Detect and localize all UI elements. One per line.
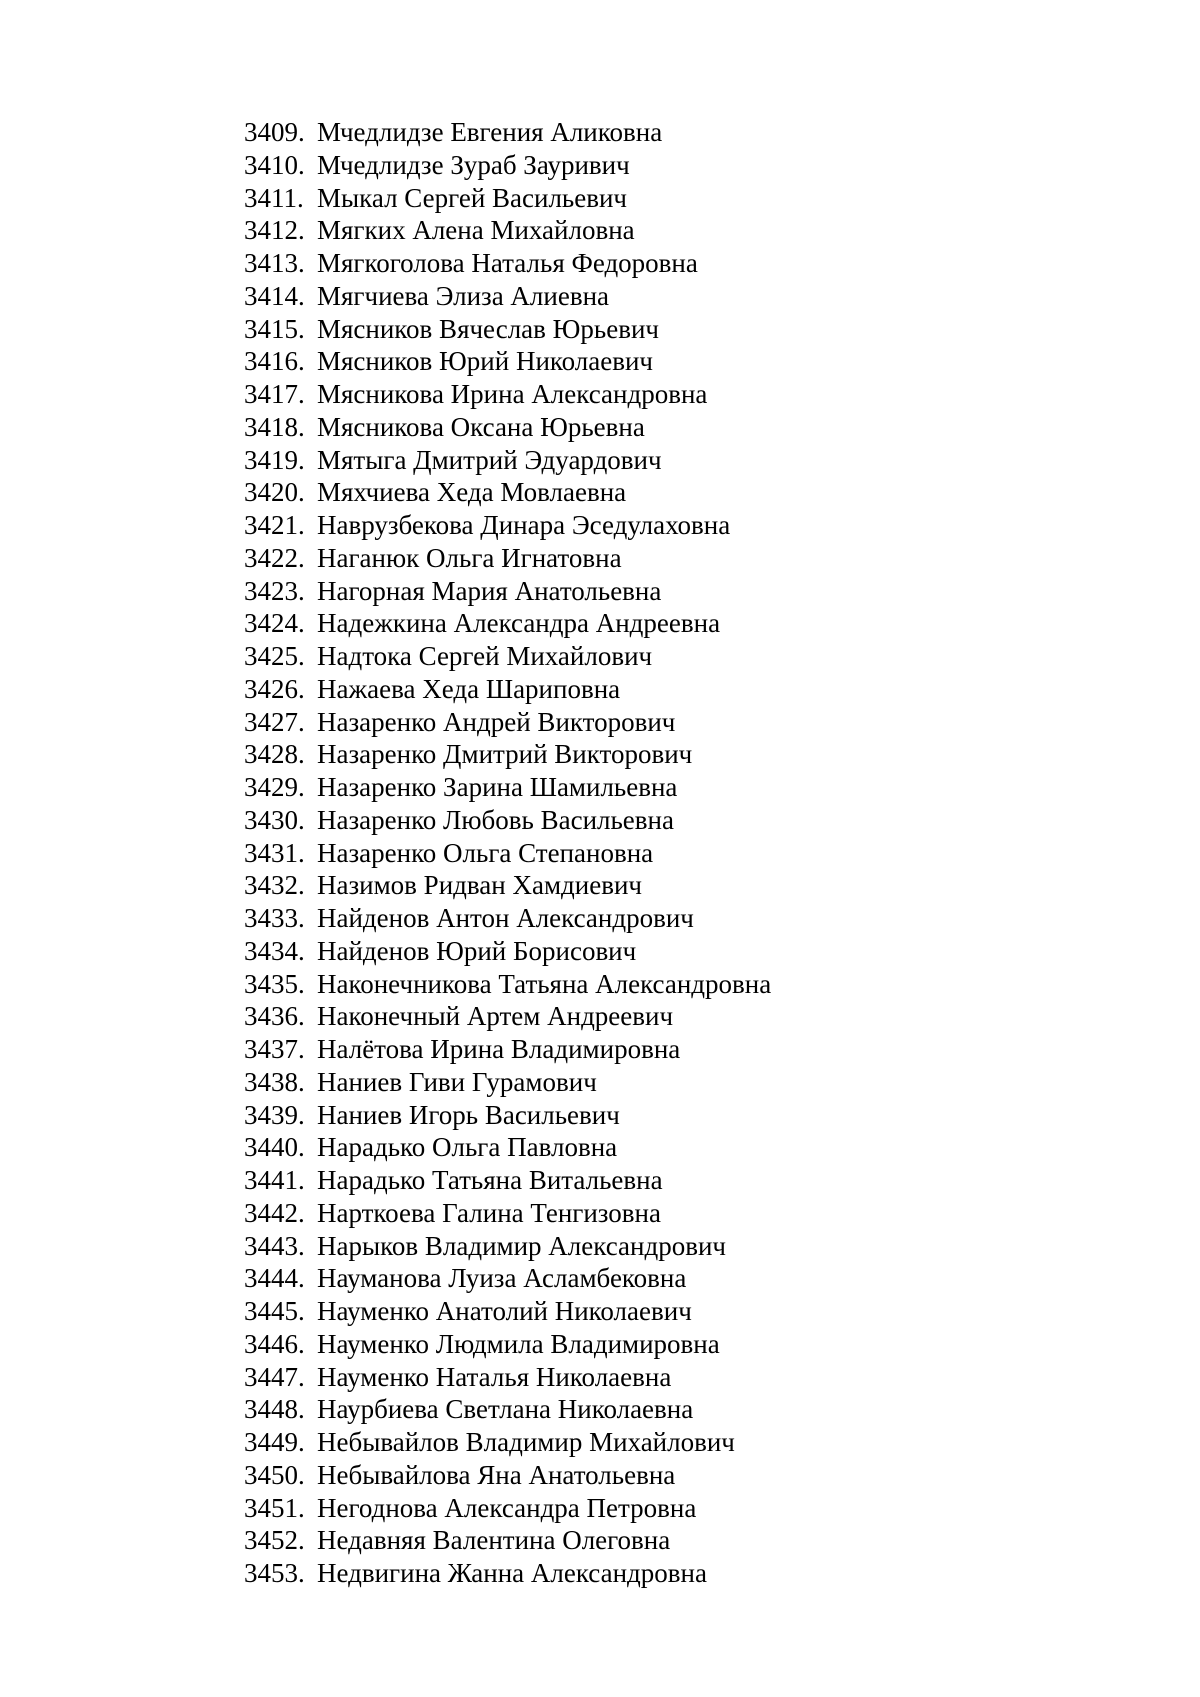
entry-full-name: Найденов Юрий Борисович: [317, 935, 637, 966]
entry-number: 3422.: [244, 542, 305, 573]
entry-full-name: Наконечный Артем Андреевич: [317, 1001, 674, 1032]
entry-number: 3438.: [244, 1066, 305, 1097]
entry-number: 3446.: [244, 1328, 305, 1359]
list-item: [244, 673, 771, 706]
entry-number: 3449.: [244, 1427, 305, 1457]
entry-full-name: Найденов Антон Александрович: [317, 903, 694, 933]
entry-number: 3435.: [244, 968, 305, 999]
entry-number: 3427.: [244, 706, 305, 737]
list-item: [244, 1164, 771, 1197]
list-item: [244, 509, 771, 542]
entry-full-name: Науменко Анатолий Николаевич: [317, 1296, 692, 1326]
entry-full-name: Нажаева Хеда Шариповна: [317, 673, 621, 704]
entry-full-name: Мятыга Дмитрий Эдуардович: [317, 444, 662, 475]
entry-number: 3423.: [244, 575, 305, 606]
list-item: [244, 869, 771, 902]
entry-full-name: Нарткоева Галина Тенгизовна: [317, 1197, 661, 1228]
entry-number: 3450.: [244, 1459, 305, 1490]
entry-full-name: Мчедлидзе Евгения Аликовна: [317, 117, 663, 147]
entry-full-name: Наганюк Ольга Игнатовна: [317, 542, 622, 573]
entry-number: 3432.: [244, 870, 305, 901]
entry-number: 3417.: [244, 379, 305, 409]
entry-full-name: Науменко Людмила Владимировна: [317, 1328, 720, 1359]
list-item: [244, 444, 771, 477]
entry-full-name: Мягкоголова Наталья Федоровна: [317, 248, 698, 278]
entry-number: 3430.: [244, 804, 305, 835]
entry-number: 3452.: [244, 1525, 305, 1556]
entry-full-name: Мягчиева Элиза Алиевна: [317, 280, 610, 311]
list-item: [244, 640, 771, 673]
entry-number: 3436.: [244, 1001, 305, 1032]
entry-number: 3421.: [244, 510, 305, 540]
entry-full-name: Мясников Вячеслав Юрьевич: [317, 313, 659, 344]
list-item: [244, 1426, 771, 1459]
entry-full-name: Недавняя Валентина Олеговна: [317, 1525, 671, 1556]
list-item: [244, 1557, 771, 1590]
list-item: [244, 706, 771, 739]
list-item: [244, 476, 771, 509]
entry-number: 3414.: [244, 280, 305, 311]
entry-full-name: Недвигина Жанна Александровна: [317, 1558, 707, 1588]
list-item: [244, 411, 771, 444]
list-item: [244, 313, 771, 346]
entry-number: 3433.: [244, 903, 305, 933]
entry-number: 3451.: [244, 1492, 305, 1523]
list-item: [244, 1230, 771, 1263]
list-item: [244, 1033, 771, 1066]
list-item: [244, 1492, 771, 1525]
entry-number: 3409.: [244, 117, 305, 147]
entry-number: 3453.: [244, 1558, 305, 1588]
list-item: [244, 1361, 771, 1394]
entry-full-name: Налётова Ирина Владимировна: [317, 1034, 681, 1064]
entry-number: 3411.: [244, 182, 304, 213]
list-item: [244, 149, 771, 182]
entry-full-name: Негоднова Александра Петровна: [317, 1492, 697, 1523]
entry-full-name: Назаренко Андрей Викторович: [317, 706, 676, 737]
entry-full-name: Мыкал Сергей Васильевич: [317, 182, 627, 213]
list-item: [244, 1328, 771, 1361]
list-item: [244, 771, 771, 804]
entry-number: 3412.: [244, 215, 305, 246]
list-item: [244, 738, 771, 771]
list-item: [244, 607, 771, 640]
entry-full-name: Назимов Ридван Хамдиевич: [317, 870, 642, 901]
entry-full-name: Мяхчиева Хеда Мовлаевна: [317, 477, 627, 508]
list-item: [244, 214, 771, 247]
entry-full-name: Науманова Луиза Асламбековна: [317, 1263, 687, 1294]
entry-number: 3443.: [244, 1230, 305, 1261]
entry-number: 3445.: [244, 1296, 305, 1326]
list-item: [244, 575, 771, 608]
entry-full-name: Нарыков Владимир Александрович: [317, 1230, 726, 1261]
entry-full-name: Мясникова Оксана Юрьевна: [317, 411, 645, 442]
entry-full-name: Небывайлова Яна Анатольевна: [317, 1459, 676, 1490]
list-item: [244, 182, 771, 215]
entry-full-name: Мясников Юрий Николаевич: [317, 346, 654, 377]
list-item: [244, 1197, 771, 1230]
list-item: [244, 1524, 771, 1557]
list-item: [244, 1131, 771, 1164]
entry-full-name: Наконечникова Татьяна Александровна: [317, 968, 772, 999]
entry-number: 3416.: [244, 346, 305, 377]
entry-number: 3440.: [244, 1132, 305, 1163]
entry-number: 3413.: [244, 248, 305, 278]
entry-number: 3447.: [244, 1361, 305, 1392]
list-item: [244, 542, 771, 575]
entry-full-name: Назаренко Зарина Шамильевна: [317, 772, 678, 802]
entry-full-name: Назаренко Ольга Степановна: [317, 837, 654, 868]
entry-number: 3420.: [244, 477, 305, 508]
entry-full-name: Нарадько Ольга Павловна: [317, 1132, 618, 1163]
list-item: [244, 1000, 771, 1033]
entry-full-name: Надтока Сергей Михайлович: [317, 641, 653, 671]
entry-full-name: Небывайлов Владимир Михайлович: [317, 1427, 735, 1457]
entry-number: 3439.: [244, 1099, 305, 1130]
entry-number: 3431.: [244, 837, 305, 868]
list-item: [244, 1393, 771, 1426]
entry-full-name: Наниев Гиви Гурамович: [317, 1066, 597, 1097]
entry-number: 3410.: [244, 149, 305, 180]
name-list: [244, 116, 771, 1590]
list-item: [244, 345, 771, 378]
entry-full-name: Назаренко Дмитрий Викторович: [317, 739, 693, 770]
entry-number: 3434.: [244, 935, 305, 966]
entry-number: 3442.: [244, 1197, 305, 1228]
list-item: [244, 116, 771, 149]
list-item: [244, 280, 771, 313]
entry-full-name: Назаренко Любовь Васильевна: [317, 804, 674, 835]
entry-full-name: Мчедлидзе Зураб Зауривич: [317, 149, 630, 180]
list-item: [244, 804, 771, 837]
entry-full-name: Наврузбекова Динара Эседулаховна: [317, 510, 731, 540]
list-item: [244, 247, 771, 280]
entry-full-name: Науменко Наталья Николаевна: [317, 1361, 672, 1392]
entry-number: 3429.: [244, 772, 305, 802]
entry-full-name: Надежкина Александра Андреевна: [317, 608, 721, 639]
entry-number: 3441.: [244, 1165, 305, 1195]
entry-full-name: Мягких Алена Михайловна: [317, 215, 635, 246]
list-item: [244, 1099, 771, 1132]
list-item: [244, 378, 771, 411]
entry-number: 3437.: [244, 1034, 305, 1064]
list-item: [244, 1295, 771, 1328]
entry-full-name: Нагорная Мария Анатольевна: [317, 575, 662, 606]
entry-number: 3424.: [244, 608, 305, 639]
list-item: [244, 837, 771, 870]
entry-number: 3448.: [244, 1394, 305, 1425]
list-item: [244, 935, 771, 968]
list-item: [244, 902, 771, 935]
entry-number: 3425.: [244, 641, 305, 671]
entry-number: 3419.: [244, 444, 305, 475]
entry-full-name: Нарадько Татьяна Витальевна: [317, 1165, 663, 1195]
entry-number: 3415.: [244, 313, 305, 344]
entry-full-name: Мясникова Ирина Александровна: [317, 379, 708, 409]
list-item: [244, 1459, 771, 1492]
entry-number: 3428.: [244, 739, 305, 770]
list-item: [244, 1262, 771, 1295]
entry-full-name: Наурбиева Светлана Николаевна: [317, 1394, 694, 1425]
entry-full-name: Наниев Игорь Васильевич: [317, 1099, 620, 1130]
entry-number: 3426.: [244, 673, 305, 704]
list-item: [244, 968, 771, 1001]
list-item: [244, 1066, 771, 1099]
entry-number: 3418.: [244, 411, 305, 442]
entry-number: 3444.: [244, 1263, 305, 1294]
